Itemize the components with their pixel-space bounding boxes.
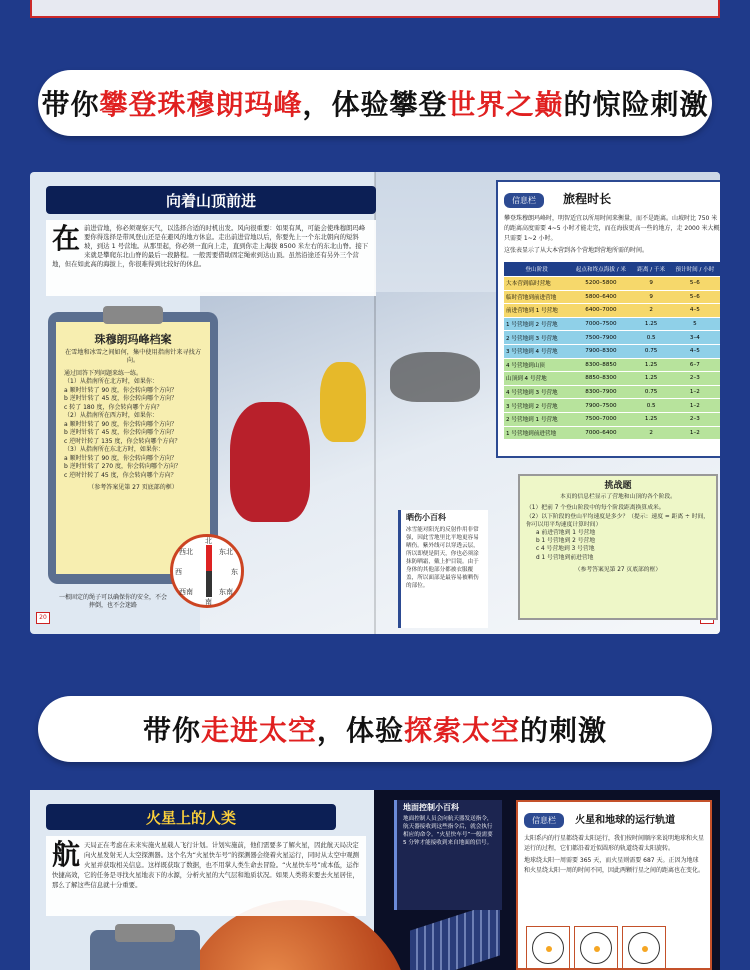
clipboard-card — [90, 930, 200, 970]
orbit-diagrams — [526, 926, 666, 970]
sunburn-box — [398, 510, 488, 628]
timeline-table — [504, 262, 720, 439]
banner-text: 带你 — [41, 88, 100, 121]
climber-red — [230, 402, 310, 522]
challenge-line: b 1 号营地到 2 号营地 — [536, 538, 596, 545]
table-cell-alt: 7500–7900 — [569, 331, 632, 345]
clipboard-line: （3）从指南所在东北方时，如果你： — [64, 446, 164, 453]
info-heading: 旅程时长 — [563, 192, 612, 206]
table-cell-alt: 7500–7000 — [569, 412, 632, 426]
compass-icon — [170, 534, 244, 608]
clipboard-line: （1）从指南所在北方时，如果你： — [64, 378, 158, 385]
table-cell-alt: 7900–7500 — [569, 399, 632, 413]
clipboard-line: b 逆时针转了 45 度，你会转向哪个方向？ — [64, 395, 178, 402]
previous-spread-strip — [30, 0, 720, 18]
table-row — [504, 399, 720, 413]
sunburn-text: 冰雪能对阳光的反射作用非常强，因此雪地里比平地更容易晒伤。紫外线可以穿透云层，所以即便是阴天，你也必须涂抹防晒霜，戴上护目镜。由于身体的其他部分都被衣服覆盖，所以面部是最容易被晒伤的部位。 — [406, 527, 479, 589]
table-row — [504, 385, 720, 399]
clipboard-paper — [56, 322, 210, 574]
challenge-box — [518, 474, 718, 620]
banner-text: 的惊险刺激 — [563, 88, 709, 121]
clipboard-line: c 逆时针转了 45 度，你会转向哪个方向？ — [64, 471, 177, 479]
space-banner — [38, 696, 712, 762]
table-cell-stage: 3 号营地到 4 号营地 — [504, 344, 569, 358]
clipboard-line: a 顺时针转了 90 度，你会转向哪个方向？ — [64, 454, 178, 462]
section-title: 向着山顶前进 — [46, 186, 376, 214]
table-cell-dist: 0.5 — [633, 399, 670, 413]
table-cell-stage: 2 号营地到 1 号营地 — [504, 412, 569, 426]
ground-control-text: 地面控制人员会向航天器发送指令，航天器接收到这些指令后，就会执行相应的命令。“火星快车号”一般需要 5 分钟才能接收到来自地面的信号。 — [403, 816, 493, 846]
orbit-diagram — [622, 926, 666, 970]
challenge-line: （参考答案见第 27 页底部的框） — [574, 566, 662, 573]
compass-nw: 西北 — [179, 548, 193, 556]
table-cell-stage: 4 号营地到 3 号营地 — [504, 385, 569, 399]
table-cell-time: 4–5 — [670, 304, 720, 318]
climber-group — [390, 352, 480, 402]
table-header: 起点和终点海拔 / 米 — [569, 262, 632, 277]
sunburn-title: 晒伤小百科 — [406, 513, 446, 522]
banner-highlight: 探索太空 — [404, 714, 521, 747]
orbit-icon — [580, 932, 612, 964]
challenge-line: c 4 号营地到 3 号营地 — [536, 546, 595, 553]
info-note: 这张表显示了从大本营到各个营地到营地所需的时间。 — [504, 247, 649, 254]
table-cell-stage: 2 号营地到 3 号营地 — [504, 331, 569, 345]
page-number-left: 20 — [36, 612, 50, 624]
table-row — [504, 372, 720, 386]
table-row — [504, 344, 720, 358]
orbit-icon — [628, 932, 660, 964]
clipboard-subtitle: 在雪地和冰雪之间如何，集中使用指南针来寻找方向。 — [64, 348, 202, 364]
clip-icon — [103, 306, 163, 324]
table-row — [504, 317, 720, 331]
table-cell-dist: 1.25 — [633, 412, 670, 426]
table-row — [504, 277, 720, 291]
table-cell-alt: 8300–8850 — [569, 358, 632, 372]
clipboard-line: b 逆时针转了 270 度，你会转向哪个方向？ — [64, 463, 181, 470]
table-cell-time: 5 — [670, 317, 720, 331]
table-cell-alt: 6400–7000 — [569, 304, 632, 318]
table-cell-dist: 2 — [633, 304, 670, 318]
info-heading: 火星和地球的运行轨道 — [575, 815, 676, 826]
section-title: 火星上的人类 — [46, 804, 336, 830]
compass-n: 北 — [205, 537, 212, 545]
table-cell-dist: 0.75 — [633, 385, 670, 399]
table-cell-stage: 临时营地到前进营地 — [504, 290, 569, 304]
table-cell-stage: 大本营到临时营地 — [504, 277, 569, 291]
table-cell-dist: 1.25 — [633, 317, 670, 331]
compass-ne: 东北 — [219, 548, 233, 556]
table-cell-time: 1–2 — [670, 385, 720, 399]
ground-control-box — [394, 800, 502, 910]
table-cell-dist: 1.25 — [633, 372, 670, 386]
table-cell-alt: 5800–6400 — [569, 290, 632, 304]
table-header: 预计时间 / 小时 — [670, 262, 720, 277]
table-header: 登山阶段 — [504, 262, 569, 277]
table-cell-dist: 0.75 — [633, 344, 670, 358]
table-cell-stage: 1 号营地到 2 号营地 — [504, 317, 569, 331]
table-cell-time: 3–4 — [670, 331, 720, 345]
table-cell-stage: 3 号营地到 2 号营地 — [504, 399, 569, 413]
info-text: 太阳系内的行星都绕着太阳运行，我们按时间顺序来说明地球和火星运行的过程，它们都沿着近似圆形的轨道绕着太阳旋转。 — [524, 835, 705, 852]
clipboard-line: c 转了 180 度，你会转向哪个方向？ — [64, 403, 163, 411]
challenge-subtitle: 本页的信息栏显示了营地和山顶的各个阶段。 — [560, 494, 676, 501]
table-cell-time: 6–7 — [670, 358, 720, 372]
table-cell-time: 5–6 — [670, 290, 720, 304]
info-text: 攀登珠穆朗玛峰时，明智适宜以所用时间来衡量，而不是距离。山坡时比 750 米的距离高度需要 4~5 小时才能走完，而在海拔更高一些的地方，走 2000 米大概只需要 1~2 小时。 — [504, 215, 720, 242]
everest-spread — [30, 172, 720, 634]
mars-spread — [30, 790, 720, 970]
challenge-line: （2）以下阶段的登山平均速度是多少？（提示：速度 = 距离 ÷ 时间，你可以用平均速度计算时间） — [526, 513, 710, 528]
clipboard-line: （参考答案见第 27 页底部的框） — [88, 484, 178, 491]
compass-se: 东南 — [219, 588, 233, 596]
orbit-icon — [532, 932, 564, 964]
rope-caption: 一根固定的绳子可以确保你的安全，不会摔倒，也不会迷路 — [58, 594, 167, 609]
table-cell-time: 1–2 — [670, 426, 720, 439]
table-cell-dist: 0.5 — [633, 331, 670, 345]
challenge-line: a 前进营地到 1 号营地 — [536, 530, 596, 537]
table-cell-time: 5–6 — [670, 277, 720, 291]
challenge-line: （1）把前 7 个登山阶段中的每个阶段距离换算成米。 — [526, 505, 665, 512]
table-header: 距离 / 千米 — [633, 262, 670, 277]
table-cell-alt: 8850–8300 — [569, 372, 632, 386]
table-cell-alt: 7000–7500 — [569, 317, 632, 331]
banner-text: 带你 — [142, 714, 201, 747]
table-row — [504, 290, 720, 304]
banner-text: ，体验 — [316, 714, 404, 747]
table-cell-dist: 1.25 — [633, 358, 670, 372]
table-cell-time: 1–2 — [670, 399, 720, 413]
table-row — [504, 412, 720, 426]
table-cell-alt: 7000–6400 — [569, 426, 632, 439]
table-cell-alt: 7900–8300 — [569, 344, 632, 358]
compass-w: 西 — [175, 568, 182, 576]
intro-paragraph — [46, 836, 366, 916]
table-cell-time: 2–3 — [670, 372, 720, 386]
drop-cap: 在 — [52, 222, 81, 255]
table-row — [504, 304, 720, 318]
banner-text: 的刺激 — [520, 714, 608, 747]
table-cell-alt: 8300–7900 — [569, 385, 632, 399]
clipboard-line: a 顺时针转了 90 度，你会转向哪个方向？ — [64, 386, 178, 394]
timeline-body — [504, 277, 720, 440]
clip-icon — [115, 924, 175, 942]
climber-yellow — [320, 362, 366, 442]
compass-sw: 西南 — [179, 588, 193, 596]
orbit-diagram — [574, 926, 618, 970]
banner-highlight: 攀登珠穆朗玛峰 — [99, 88, 303, 121]
challenge-line: d 1 号营地到前进营地 — [536, 554, 594, 561]
clipboard-line: （2）从指南所在西方时，如果你： — [64, 412, 158, 419]
clipboard-line: 通过回答下列问题来练一练。 — [64, 369, 143, 377]
clipboard-title: 珠穆朗玛峰档案 — [94, 333, 172, 346]
info-text-2: 地球绕太阳一周需要 365 天，而火星则需要 687 天。正因为地球和火星绕太阳一周的时间不同，因此两颗行星之间的距离也在变化。 — [524, 857, 705, 874]
info-tag: 信息栏 — [504, 193, 544, 208]
compass-s: 南 — [205, 598, 212, 606]
intro-paragraph — [46, 220, 376, 296]
challenge-title: 挑战题 — [604, 481, 632, 491]
table-row — [504, 426, 720, 439]
banner-text: ，体验攀登 — [302, 88, 448, 121]
ground-control-title: 地面控制小百科 — [403, 803, 459, 812]
clipboard-line: b 逆时针转了 45 度，你会转向哪个方向？ — [64, 429, 178, 436]
clipboard-line: c 逆时针转了 135 度，你会转向哪个方向？ — [64, 437, 181, 445]
table-cell-time: 4–5 — [670, 344, 720, 358]
banner-highlight: 走进太空 — [200, 714, 317, 747]
everest-banner — [38, 70, 712, 136]
intro-text: 天局正在考虑在未来实施火星载人飞行计划。计划实施前，他们需要多了解火星，因此航天局决定向火星发射无人太空探测器。这个名为“火星快车号”的探测器会绕着火星运行，同时从太空中观测火星并获取相关信息。这样既获取了数据，也不用掌人类生命去冒险。“火星快车号”成本低，运作快捷高效，它的任务是寻找火星地表下的水源，分析火星的大气层和地质状况。如果人类将来要去火星居住，那么了解这些信息就十分重要。 — [52, 841, 360, 889]
table-cell-stage: 1 号营地到前进营地 — [504, 426, 569, 439]
info-box-orbits — [516, 800, 712, 970]
table-cell-stage: 山顶到 4 号营地 — [504, 372, 569, 386]
table-cell-dist: 9 — [633, 277, 670, 291]
orbit-diagram — [526, 926, 570, 970]
intro-text: 前进营地，你必须观察天气，以选择合适的时机出发。风向很重要：如果有风，可能会使珠穆朗玛峰要你得选择是带风登山还是在避风的地方休息。走出前进营地以后，你要先上一个东北朝向的短斜坡，到达 1 号营地。从那里起，你必须一直向上走，直到你走上海拔 8500 米左右的东北山脊。接下来就是攀爬东北山脊的最后一段路程。一般需要借助固定绳索到达山顶。虽然沿途还有另外三个营地，但在如此高的海拔上，你很难得到比较好的休息。 — [52, 224, 369, 268]
table-cell-stage: 前进营地到 1 号营地 — [504, 304, 569, 318]
table-cell-stage: 4 号营地到山顶 — [504, 358, 569, 372]
table-cell-alt: 5200–5800 — [569, 277, 632, 291]
table-row — [504, 358, 720, 372]
compass-e: 东 — [231, 568, 238, 576]
table-cell-dist: 9 — [633, 290, 670, 304]
table-cell-dist: 2 — [633, 426, 670, 439]
table-cell-time: 2–3 — [670, 412, 720, 426]
compass-needle — [206, 545, 212, 597]
banner-highlight: 世界之巅 — [447, 88, 564, 121]
clipboard-line: a 顺时针转了 90 度，你会转向哪个方向？ — [64, 420, 178, 428]
drop-cap: 航 — [52, 838, 81, 871]
info-box-timeline — [496, 180, 720, 458]
info-tag: 信息栏 — [524, 813, 564, 828]
table-row — [504, 331, 720, 345]
